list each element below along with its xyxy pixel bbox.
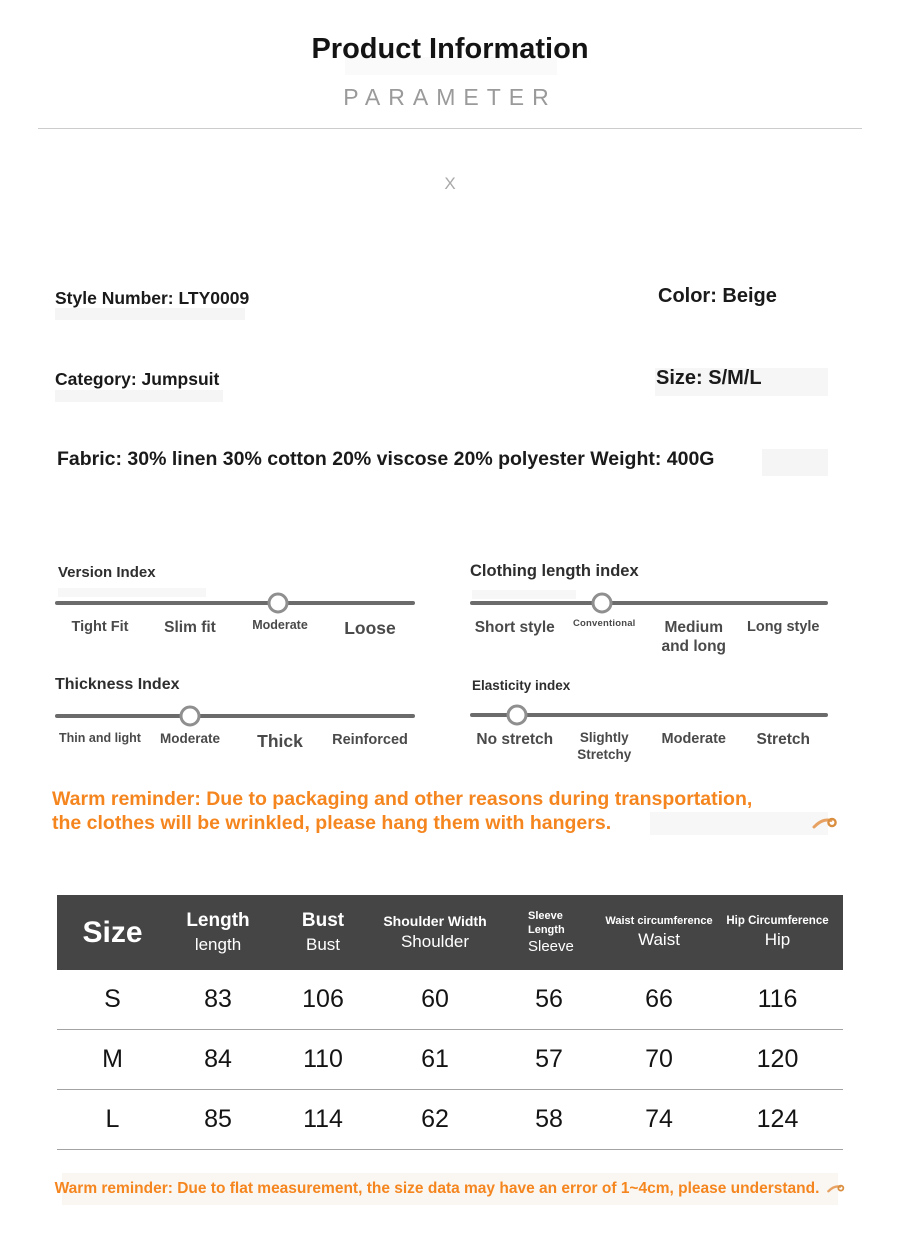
cell-hip: 124 [756, 1105, 799, 1133]
x-mark: X [444, 174, 456, 193]
slider-label: Slightly Stretchy [577, 730, 632, 762]
cell-sleeve: 57 [535, 1045, 563, 1073]
slider-knob[interactable] [592, 593, 613, 614]
fabric-text: Fabric: 30% linen 30% cotton 20% viscose 20% polyester Weight: 400G [57, 448, 715, 470]
slider-label: Moderate [252, 618, 308, 632]
shipping-reminder-line1: Warm reminder: Due to packaging and other reasons during transportation, [52, 788, 753, 810]
col-header-sleeve: Sleeve Length Sleeve [528, 910, 574, 955]
cell-shoulder: 62 [421, 1105, 449, 1133]
slider-label: Moderate [661, 731, 726, 747]
shipping-reminder-line2: the clothes will be wrinkled, please hang them with hangers. [52, 811, 612, 834]
slider-track[interactable] [55, 705, 415, 727]
size-table [57, 895, 843, 1150]
shipping-reminder [52, 788, 752, 835]
ghost-artifact [55, 308, 245, 320]
slider-knob[interactable] [180, 706, 201, 727]
slider-thickness-index [55, 676, 415, 753]
row-size-label: M [102, 1045, 123, 1073]
col-header-size: Size [82, 915, 143, 949]
slider-clothing-length-index [470, 562, 828, 657]
cell-shoulder: 61 [421, 1045, 449, 1073]
slider-label: Loose [344, 618, 396, 638]
swoosh-icon [812, 816, 838, 830]
slider-track-line [55, 714, 415, 718]
table-row [57, 1030, 843, 1090]
slider-title: Version Index [58, 564, 156, 581]
col-header-hip: Hip Circumference Hip [726, 915, 829, 949]
slider-title: Thickness Index [55, 676, 180, 693]
slider-knob[interactable] [268, 593, 289, 614]
style-number-text: Style Number: LTY0009 [55, 288, 250, 308]
cell-length: 83 [204, 985, 232, 1013]
col-header-shoulder: Shoulder Width Shoulder [383, 913, 487, 951]
divider [38, 128, 862, 129]
category-text: Category: Jumpsuit [55, 369, 220, 389]
cell-waist: 66 [645, 985, 673, 1013]
swoosh-icon [827, 1183, 845, 1194]
col-header-bust: Bust Bust [301, 910, 345, 954]
slider-label: Slim fit [164, 619, 216, 636]
table-row [57, 1090, 843, 1150]
cell-waist: 74 [645, 1105, 673, 1133]
row-size-label: S [104, 985, 121, 1013]
slider-track[interactable] [55, 592, 415, 614]
slider-label: Long style [746, 619, 820, 635]
slider-track-line [470, 601, 828, 605]
size-text: Size: S/M/L [656, 367, 762, 389]
slider-elasticity-index [470, 678, 828, 764]
measurement-reminder-text: Warm reminder: Due to flat measurement, the size data may have an error of 1~4cm, please understand. [54, 1180, 820, 1197]
slider-knob[interactable] [506, 705, 527, 726]
slider-label: Moderate [159, 731, 220, 746]
slider-label: Reinforced [332, 732, 408, 748]
measurement-reminder [0, 1180, 900, 1198]
cell-sleeve: 58 [535, 1105, 563, 1133]
slider-title: Clothing length index [470, 562, 639, 580]
color-text: Color: Beige [658, 285, 777, 307]
page-subtitle: PARAMETER [343, 84, 557, 110]
col-header-length: Length length [186, 910, 250, 954]
size-table-header [57, 895, 843, 970]
cell-waist: 70 [645, 1045, 673, 1073]
cell-bust: 106 [302, 985, 344, 1013]
slider-label: Medium and long [661, 619, 727, 656]
slider-label: Thin and light [59, 731, 141, 745]
slider-track[interactable] [470, 592, 828, 614]
slider-label: Stretch [756, 731, 810, 748]
ghost-artifact [762, 449, 828, 476]
slider-track[interactable] [470, 704, 828, 726]
slider-title: Elasticity index [472, 678, 571, 693]
cell-shoulder: 60 [421, 985, 449, 1013]
cell-bust: 114 [303, 1105, 343, 1133]
cell-bust: 110 [303, 1045, 343, 1073]
cell-hip: 120 [756, 1045, 799, 1073]
slider-label: Tight Fit [71, 619, 129, 635]
cell-hip: 116 [757, 985, 798, 1013]
row-size-label: L [105, 1105, 120, 1133]
cell-length: 84 [204, 1045, 232, 1073]
slider-label: Thick [257, 731, 303, 751]
cell-length: 85 [204, 1105, 232, 1133]
slider-label: Short style [474, 619, 555, 636]
cell-sleeve: 56 [535, 985, 563, 1013]
col-header-waist: Waist circumference Waist [605, 915, 713, 949]
slider-version-index [55, 564, 415, 640]
table-row [57, 970, 843, 1030]
page-title: Product Information [311, 33, 589, 65]
slider-track-line [55, 601, 415, 605]
slider-label: No stretch [476, 731, 554, 748]
ghost-artifact [55, 390, 223, 402]
slider-label: Conventional [572, 618, 636, 629]
